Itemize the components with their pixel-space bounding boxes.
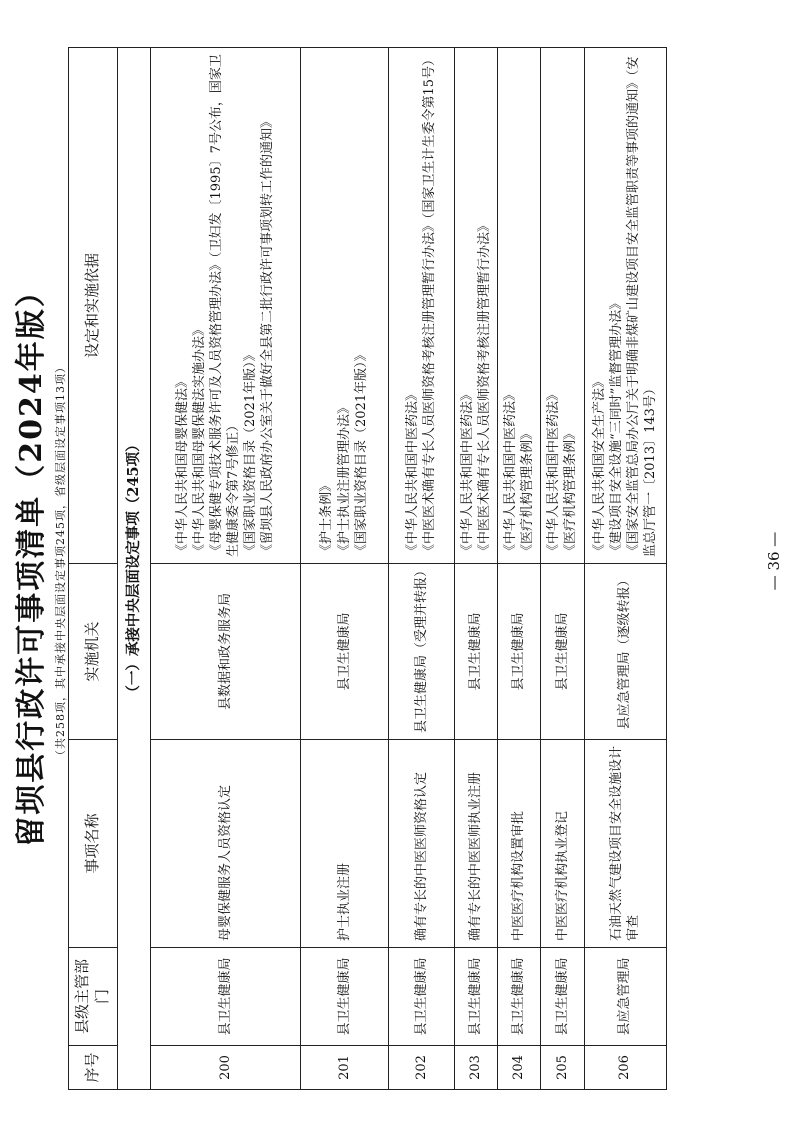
- row-org: 县应急管理局（逐级转报）: [584, 564, 666, 740]
- row-number: 202: [388, 1046, 454, 1090]
- basis-line: 《中华人民共和国中医药法》: [404, 387, 420, 557]
- table-row: [584, 48, 666, 1090]
- row-org: 县卫生健康局: [300, 564, 388, 740]
- basis-line: 《中华人民共和国中医药法》: [459, 387, 475, 557]
- row-dept: 县卫生健康局: [150, 948, 300, 1046]
- basis-line: 《中华人民共和国母婴保健法》: [174, 374, 190, 557]
- row-basis: [497, 48, 540, 564]
- row-name: 中医医疗机构执业登记: [541, 740, 584, 948]
- table-row: [150, 48, 300, 1090]
- row-dept: 县卫生健康局: [541, 948, 584, 1046]
- page-subtitle: （共258项，其中承接中央层面设定事项245项，省级层面设定事项13项）: [54, 361, 67, 761]
- row-name: 护士执业注册: [300, 740, 388, 948]
- basis-line: 《国家职业资格目录（2021年版）》: [243, 348, 259, 557]
- row-basis: [454, 48, 497, 564]
- row-dept: 县应急管理局: [584, 948, 666, 1046]
- header-basis: 设定和实施依据: [69, 48, 118, 564]
- basis-line: 《护士条例》: [319, 478, 335, 557]
- page-title: 留坝县行政许可事项清单（2024年版）: [14, 275, 49, 847]
- basis-line: 《中华人民共和国母婴保健法实施办法》: [191, 322, 207, 557]
- section-label: （一）承接中央层面设定事项（245项）: [117, 48, 150, 1090]
- basis-line: 《护士执业注册管理办法》: [336, 400, 352, 557]
- basis-line: 《中华人民共和国中医药法》: [546, 387, 562, 557]
- basis-line: 《医疗机构管理条例》: [520, 426, 536, 557]
- basis-line: 《中华人民共和国安全生产法》: [591, 374, 607, 557]
- row-number: 200: [150, 1046, 300, 1090]
- row-number: 204: [497, 1046, 540, 1090]
- table-row: [454, 48, 497, 1090]
- row-dept: 县卫生健康局: [300, 948, 388, 1046]
- basis-line: 《国家安全监管总局办公厅关于明确非煤矿山建设项目安全监管职责等事项的通知》（安监总厅管一〔2013〕143号）: [626, 56, 659, 557]
- basis-line: 《国家职业资格目录（2021年版）》: [353, 348, 369, 557]
- row-name: 石油天然气建设项目安全设施设计审查: [584, 740, 666, 948]
- row-number: 206: [584, 1046, 666, 1090]
- table-row: [300, 48, 388, 1090]
- header-dept: 县级主管部门: [69, 948, 118, 1046]
- row-dept: 县卫生健康局: [388, 948, 454, 1046]
- row-basis: [388, 48, 454, 564]
- basis-line: 《中医医术确有专长人员医师资格考核注册管理暂行办法》: [476, 218, 492, 557]
- row-org: 县卫生健康局（受理并转报）: [388, 564, 454, 740]
- basis-line: 《留坝县人民政府办公室关于做好全县第二批行政许可事项划转工作的通知》: [260, 114, 276, 557]
- row-name: 母婴保健服务人员资格认定: [150, 740, 300, 948]
- basis-line: 《中华人民共和国中医药法》: [502, 387, 518, 557]
- row-number: 203: [454, 1046, 497, 1090]
- basis-line: 《中医医术确有专长人员医师资格考核注册管理暂行办法》（国家卫生计生委令第15号）: [422, 52, 438, 557]
- row-org: 县数据和政务服务局: [150, 564, 300, 740]
- header-no: 序号: [69, 1046, 118, 1090]
- row-number: 205: [541, 1046, 584, 1090]
- table-header-row: [69, 48, 118, 1090]
- table-row: [541, 48, 584, 1090]
- row-dept: 县卫生健康局: [454, 948, 497, 1046]
- row-number: 201: [300, 1046, 388, 1090]
- row-org: 县卫生健康局: [454, 564, 497, 740]
- row-name: 确有专长的中医医师资格认定: [388, 740, 454, 948]
- row-name: 确有专长的中医医师执业注册: [454, 740, 497, 948]
- row-org: 县卫生健康局: [541, 564, 584, 740]
- header-name: 事项名称: [69, 740, 118, 948]
- row-basis: [300, 48, 388, 564]
- row-basis: [150, 48, 300, 564]
- row-org: 县卫生健康局: [497, 564, 540, 740]
- table-row: [497, 48, 540, 1090]
- row-basis: [541, 48, 584, 564]
- page-number: — 36 —: [765, 531, 783, 591]
- table-row: [388, 48, 454, 1090]
- basis-line: 《建设项目安全设施“三同时”监督管理办法》: [608, 296, 624, 557]
- basis-line: 《母婴保健专项技术服务许可及人员资格管理办法》（卫妇发〔1995〕7号公布，国家卫生健康委令第7号修正）: [208, 54, 242, 557]
- basis-line: 《医疗机构管理条例》: [563, 426, 579, 557]
- header-org: 实施机关: [69, 564, 118, 740]
- row-name: 中医医疗机构设置审批: [497, 740, 540, 948]
- permit-table: [68, 47, 667, 1090]
- section-row: [117, 48, 150, 1090]
- row-dept: 县卫生健康局: [497, 948, 540, 1046]
- row-basis: [584, 48, 666, 564]
